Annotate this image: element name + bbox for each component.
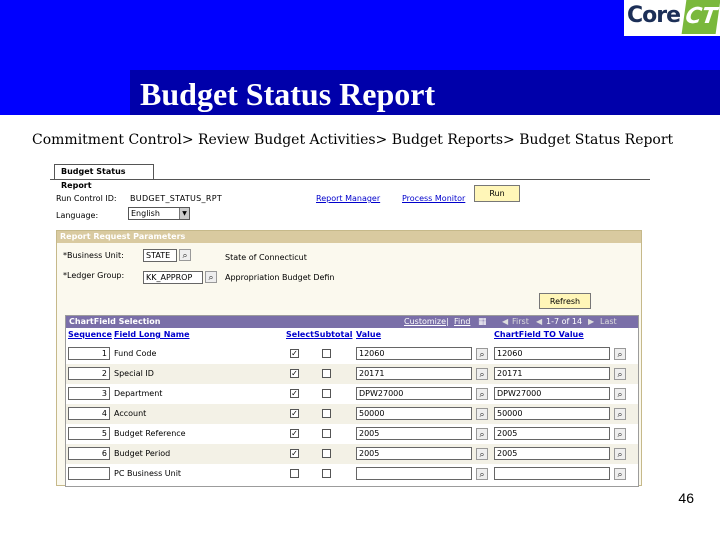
sequence-input[interactable] — [68, 467, 110, 480]
last-link[interactable]: Last — [600, 317, 617, 326]
col-subtotal[interactable]: Subtotal — [314, 330, 353, 339]
refresh-button[interactable]: Refresh — [539, 293, 591, 309]
logo-ct-mark: CT — [682, 0, 720, 34]
grid-title: ChartField Selection — [66, 316, 638, 328]
chartfield-selection-grid — [65, 315, 639, 487]
lookup-icon[interactable]: ⌕ — [614, 388, 626, 400]
lookup-icon[interactable]: ⌕ — [179, 249, 191, 261]
peoplesoft-screenshot — [50, 162, 650, 488]
run-control-label: Run Control ID: — [56, 194, 117, 203]
col-select[interactable]: Select — [286, 330, 314, 339]
table-row — [66, 404, 638, 424]
select-checkbox[interactable]: ✓ — [291, 369, 298, 378]
to-value-input[interactable] — [494, 467, 610, 480]
tab-budget-status-report[interactable]: Budget Status Report — [54, 164, 154, 179]
business-unit-description: State of Connecticut — [225, 253, 307, 262]
to-value-input[interactable]: 2005 — [494, 427, 610, 440]
lookup-icon[interactable]: ⌕ — [476, 368, 488, 380]
business-unit-input[interactable]: STATE — [143, 249, 177, 262]
table-row — [66, 464, 638, 484]
process-monitor-link[interactable]: Process Monitor — [402, 194, 466, 203]
value-input[interactable]: 12060 — [356, 347, 472, 360]
field-long-name: Budget Reference — [114, 429, 186, 438]
select-checkbox[interactable]: ✓ — [291, 389, 298, 398]
breadcrumb: Commitment Control> Review Budget Activities> Budget Reports> Budget Status Report — [32, 132, 674, 148]
slide-number: 46 — [678, 490, 694, 506]
field-long-name: Budget Period — [114, 449, 171, 458]
lookup-icon[interactable]: ⌕ — [476, 408, 488, 420]
field-long-name: PC Business Unit — [114, 469, 182, 478]
top-banner — [0, 0, 720, 115]
table-row — [66, 444, 638, 464]
run-control-value: BUDGET_STATUS_RPT — [130, 194, 223, 203]
select-checkbox[interactable]: ✓ — [291, 349, 298, 358]
find-link[interactable]: Find — [454, 317, 471, 326]
col-value[interactable]: Value — [356, 330, 382, 339]
report-manager-link[interactable]: Report Manager — [316, 194, 381, 203]
next-arrow-icon[interactable]: ▶ — [588, 317, 595, 326]
to-value-input[interactable]: 2005 — [494, 447, 610, 460]
params-header: Report Request Parameters — [57, 231, 641, 243]
lookup-icon[interactable]: ⌕ — [614, 428, 626, 440]
prev-arrow-icon[interactable]: ◀ — [536, 317, 543, 326]
lookup-icon[interactable]: ⌕ — [476, 388, 488, 400]
subtotal-checkbox[interactable] — [322, 369, 331, 378]
select-checkbox[interactable]: ✓ — [291, 449, 298, 458]
subtotal-checkbox[interactable] — [322, 469, 331, 478]
to-value-input[interactable]: 12060 — [494, 347, 610, 360]
language-label: Language: — [56, 211, 99, 220]
grid-view-icon[interactable]: ▦ — [478, 317, 487, 327]
nav-separator: | — [446, 317, 449, 326]
field-long-name: Account — [114, 409, 147, 418]
field-long-name: Special ID — [114, 369, 154, 378]
subtotal-checkbox[interactable] — [322, 429, 331, 438]
lookup-icon[interactable]: ⌕ — [476, 348, 488, 360]
table-row — [66, 424, 638, 444]
col-chartfield-to-value[interactable]: ChartField TO Value — [494, 330, 584, 339]
ledger-group-input[interactable]: KK_APPROP — [143, 271, 203, 284]
report-request-parameters — [56, 230, 642, 486]
table-row — [66, 364, 638, 384]
sequence-input[interactable]: 5 — [68, 427, 110, 440]
lookup-icon[interactable]: ⌕ — [614, 408, 626, 420]
tab-divider — [50, 179, 650, 180]
chevron-down-icon: ▼ — [179, 208, 189, 219]
table-row — [66, 384, 638, 404]
to-value-input[interactable]: 20171 — [494, 367, 610, 380]
to-value-input[interactable]: DPW27000 — [494, 387, 610, 400]
lookup-icon[interactable]: ⌕ — [614, 468, 626, 480]
value-input[interactable]: DPW27000 — [356, 387, 472, 400]
sequence-input[interactable]: 2 — [68, 367, 110, 380]
lookup-icon[interactable]: ⌕ — [614, 348, 626, 360]
logo-core-text: Core — [627, 3, 681, 28]
value-input[interactable]: 2005 — [356, 447, 472, 460]
row-range: 1-7 of 14 — [546, 317, 583, 326]
value-input[interactable] — [356, 467, 472, 480]
grid-header-row — [66, 330, 638, 342]
value-input[interactable]: 2005 — [356, 427, 472, 440]
col-field-long-name[interactable]: Field Long Name — [114, 330, 190, 339]
table-row — [66, 344, 638, 364]
col-sequence[interactable]: Sequence — [68, 330, 112, 339]
first-link[interactable]: First — [512, 317, 529, 326]
subtotal-checkbox[interactable] — [322, 349, 331, 358]
value-input[interactable]: 20171 — [356, 367, 472, 380]
title-bar — [130, 70, 720, 115]
core-ct-logo — [624, 0, 720, 36]
business-unit-label: *Business Unit: — [63, 251, 124, 260]
language-select[interactable] — [128, 207, 190, 220]
language-value: English — [131, 209, 160, 218]
subtotal-checkbox[interactable] — [322, 409, 331, 418]
to-value-input[interactable]: 50000 — [494, 407, 610, 420]
sequence-input[interactable]: 3 — [68, 387, 110, 400]
ledger-group-description: Appropriation Budget Defin — [225, 273, 335, 282]
field-long-name: Department — [114, 389, 163, 398]
sequence-input[interactable]: 6 — [68, 447, 110, 460]
customize-link[interactable]: Customize — [404, 317, 446, 326]
select-checkbox[interactable]: ✓ — [291, 429, 298, 438]
select-checkbox[interactable] — [290, 469, 299, 478]
lookup-icon[interactable]: ⌕ — [476, 468, 488, 480]
lookup-icon[interactable]: ⌕ — [205, 271, 217, 283]
select-checkbox[interactable]: ✓ — [291, 409, 298, 418]
lookup-icon[interactable]: ⌕ — [476, 428, 488, 440]
sequence-input[interactable]: 4 — [68, 407, 110, 420]
subtotal-checkbox[interactable] — [322, 389, 331, 398]
ledger-group-label: *Ledger Group: — [63, 271, 125, 280]
lookup-icon[interactable]: ⌕ — [614, 448, 626, 460]
value-input[interactable]: 50000 — [356, 407, 472, 420]
subtotal-checkbox[interactable] — [322, 449, 331, 458]
page-title: Budget Status Report — [140, 76, 436, 112]
first-arrow-icon[interactable]: ◀ — [502, 317, 509, 326]
sequence-input[interactable]: 1 — [68, 347, 110, 360]
field-long-name: Fund Code — [114, 349, 157, 358]
run-button[interactable]: Run — [474, 185, 520, 202]
lookup-icon[interactable]: ⌕ — [614, 368, 626, 380]
lookup-icon[interactable]: ⌕ — [476, 448, 488, 460]
